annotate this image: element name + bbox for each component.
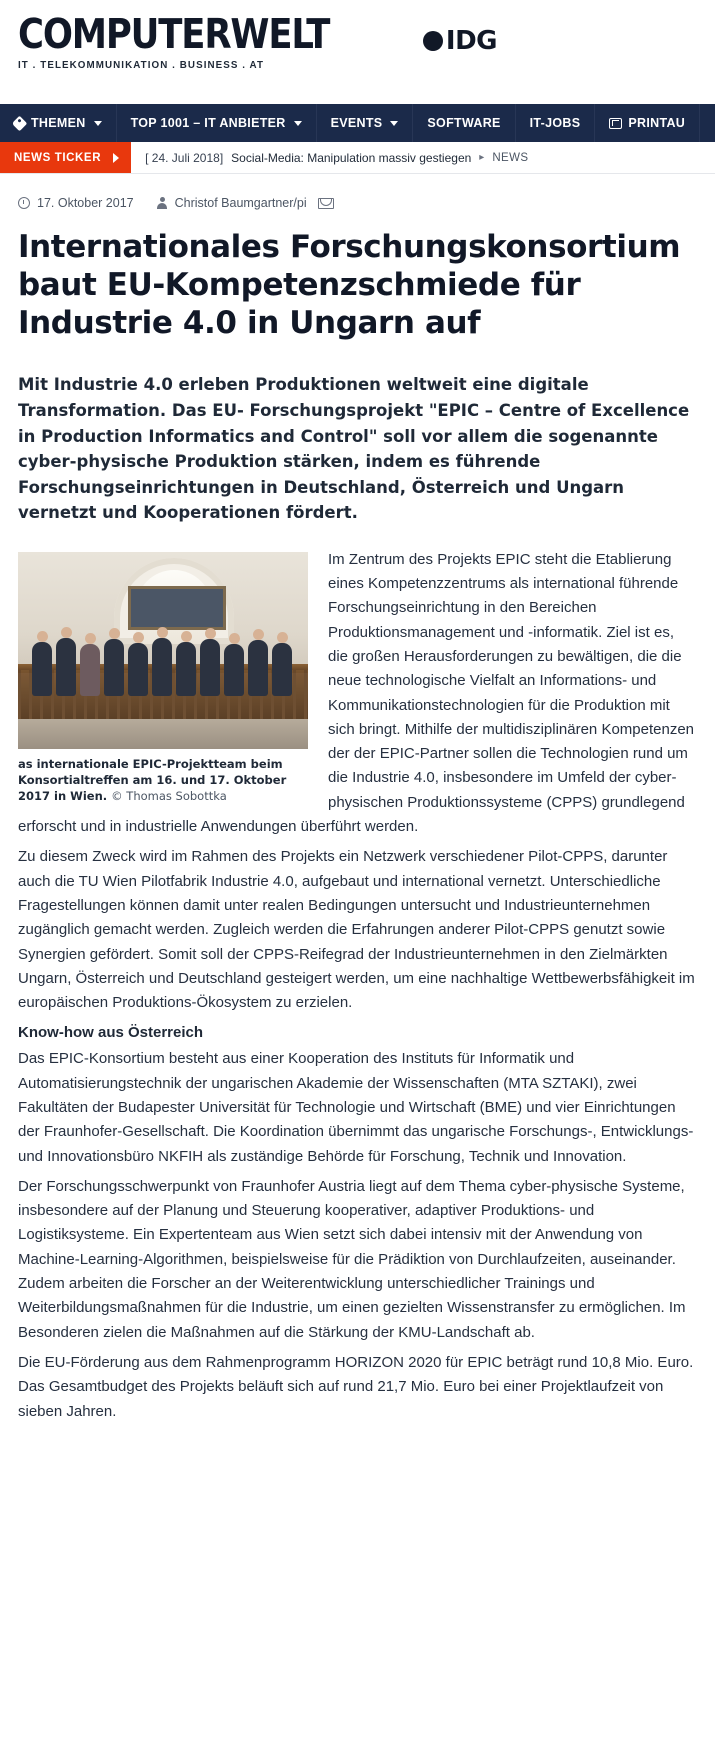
- article-paragraph: Der Forschungsschwerpunkt von Fraunhofer Austria liegt auf dem Thema cyber-physische Systeme, insbesondere auf der Planung und Steuerung kooperativer, adaptiver Produktions- und Logistiksysteme. Ein Expertenteam aus Wien setzt sich dabei intensiv mit der Anwendung von Machine-Learning-Algorithmen, beispielsweise für die Prädiktion von Durchlaufzeiten, auseinander. Zudem arbeiten die Forscher an der Weiterentwicklung unterschiedlicher Trainings und Weiterbildungsmaßnahmen für die Industrie, um einen gezielten Wissenstransfer zu ermöglichen. Im Besonderen zielen die Maßnahmen auf die Stärkung der KMU-Landschaft ab.: [18, 1177, 686, 1341]
- print-icon: [609, 118, 622, 129]
- nav-item-software[interactable]: [413, 104, 515, 142]
- chevron-down-icon: [390, 121, 398, 126]
- nav-item-label: IT-JOBS: [529, 116, 581, 130]
- news-ticker-headline[interactable]: Social-Media: Manipulation massiv gestiegen: [231, 150, 472, 165]
- article-image-caption: [18, 756, 308, 805]
- nav-item-label: THEMEN: [31, 116, 86, 130]
- site-logo-text: COMPUTERWELT: [18, 10, 330, 58]
- chevron-down-icon: [294, 121, 302, 126]
- news-ticker-label[interactable]: [0, 142, 131, 173]
- nav-item-it-jobs[interactable]: [516, 104, 596, 142]
- nav-item-events[interactable]: [317, 104, 414, 142]
- chevron-down-icon: [94, 121, 102, 126]
- news-ticker-body: [131, 142, 528, 173]
- article-paragraph: Das EPIC-Konsortium besteht aus einer Kooperation des Instituts für Informatik und Automatisierungstechnik der ungarischen Akademie der Wissenschaften (MTA SZTAKI), zwei Fakultäten der Budapester Universität für Technologie und Wirtschaft (BME) und vier Einrichtungen der Fraunhofer-Gesellschaft. Die Koordination übernimmt das ungarische Forschungs-, Entwicklungs- und Innovationsbüro NKFIH als zuständige Behörde für Forschung, Technik und Innovation.: [18, 1050, 694, 1165]
- article-meta: [18, 196, 697, 210]
- article-author: Christof Baumgartner/pi: [174, 196, 307, 210]
- nav-item-label: EVENTS: [330, 116, 383, 130]
- main-navigation: [0, 104, 715, 142]
- caption-credit: © Thomas Sobottka: [111, 789, 227, 804]
- nav-item-label: TOP 1001 – IT ANBIETER: [130, 116, 286, 130]
- article-paragraph: Zu diesem Zweck wird im Rahmen des Projekts ein Netzwerk verschiedener Pilot-CPPS, darunter auch die TU Wien Pilotfabrik Industrie 4.0, aufgebaut und international vernetzt. Unterschiedliche Fragestellungen können damit unter realen Bedingungen untersucht und Industrieunternehmen zugänglich gemacht werden. Zugleich werden die Erfahrungen anderer Pilot-CPPS genutzt sowie Synergien gefördert. Somit soll der CPPS-Reifegrad der Industrieunternehmen in den Zielmärkten Ungarn, Österreich und Deutschland gesteigert werden, um eine nachhaltige Wettbewerbsfähigkeit im europäischen Produktions-Ökosystem zu erzielen.: [18, 848, 695, 1012]
- tag-icon: [12, 115, 28, 131]
- idg-label: IDG: [445, 26, 497, 56]
- nav-item-label: SOFTWARE: [427, 116, 501, 130]
- page-title: Internationales Forschungskonsortium baut EU-Kompetenzschmiede für Industrie 4.0 in Ungarn auf: [18, 229, 681, 342]
- nav-item-label: PRINTAU: [628, 116, 686, 130]
- article-lead: Mit Industrie 4.0 erleben Produktionen weltweit eine digitale Transformation. Das EU- Forschungsprojekt "EPIC – Centre of Excellence in Production Informatics and Control" soll vor allem die sogenannte cyber-physische Produktion stärken, indem es führende Forschungseinrichtungen in Deutschland, Österreich und Ungarn vernetzt und Kooperationen fördert.: [18, 375, 690, 523]
- news-ticker-category[interactable]: NEWS: [492, 151, 529, 164]
- article-paragraph: Die EU-Förderung aus dem Rahmenprogramm HORIZON 2020 für EPIC beträgt rund 10,8 Mio. Euro. Das Gesamtbudget des Projekts beläuft sich auf rund 21,7 Mio. Euro bei einer Projektlaufzeit von sieben Jahren.: [18, 1353, 694, 1420]
- caption-text: as internationale EPIC-Projektteam beim Konsortialtreffen am 16. und 17. Oktober 2017 in Wien.: [18, 756, 287, 804]
- chevron-right-icon: ▸: [479, 152, 485, 163]
- article-figure: [18, 552, 308, 805]
- arrow-right-icon: [113, 153, 119, 163]
- news-ticker-label-text: NEWS TICKER: [14, 151, 102, 164]
- article-date: 17. Oktober 2017: [37, 196, 134, 210]
- site-logo[interactable]: [18, 10, 342, 71]
- nav-item-top-1001[interactable]: [117, 104, 317, 142]
- article-body: [18, 548, 697, 1430]
- news-ticker-date: [ 24. Juli 2018]: [145, 150, 224, 165]
- news-ticker: [0, 142, 715, 174]
- mail-icon[interactable]: [318, 198, 334, 209]
- user-icon: [157, 197, 168, 209]
- idg-dot-icon: [423, 31, 443, 51]
- clock-icon: [18, 197, 30, 209]
- article-paragraph: Im Zentrum des Projekts EPIC steht die Etablierung eines Kompetenzzentrums als international führende Forschungseinrichtung in den Bereichen Produktionsmanagement und -informatik. Ziel ist es, die großen Herausforderungen zu bewältigen, die die neue technologische Vielfalt an Informations- und Kommunikationstechnologien für die Produktion mit sich bringt. Mithilfe der multidisziplinären Kompetenzen der der EPIC-Partner sollen die Technologien rund um die Industrie 4.0, insbesondere im Umfeld der cyber-physischen Produktionssysteme (CPPS) grundlegend erforscht und in industrielle Anwendungen überführt werden.: [18, 550, 695, 836]
- article: [0, 174, 715, 1430]
- nav-item-printausgabe[interactable]: [595, 104, 700, 142]
- nav-item-themen[interactable]: [0, 104, 117, 142]
- article-subheading: Know-how aus Österreich: [18, 1024, 204, 1042]
- site-logo-subtitle: IT . TELEKOMMUNIKATION . BUSINESS . AT: [18, 60, 265, 71]
- article-image: [18, 552, 308, 749]
- site-masthead: [0, 0, 715, 104]
